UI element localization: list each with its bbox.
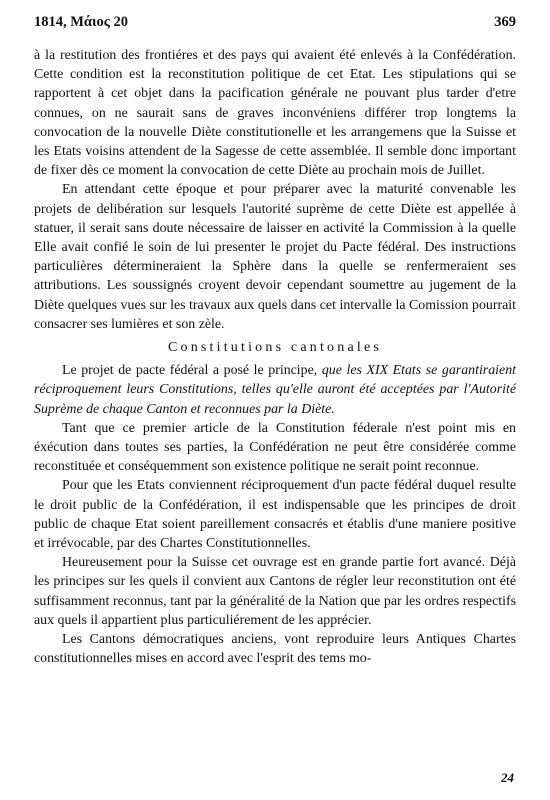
signature-mark: 24	[501, 770, 514, 785]
paragraph-intro: Le projet de pacte fédéral a posé le principe,	[62, 363, 322, 379]
header-date: 1814, Μάιος 20	[34, 14, 129, 30]
page-header	[34, 14, 516, 34]
paragraph: Les Cantons démocratiques anciens, vont reproduire leurs Antiques Chartes constitutionnelles mises en accord avec l'esprit des tems mo-	[34, 632, 516, 667]
paragraph: Tant que ce premier article de la Constitution féderale n'est point mis en éxécution dans toutes ses parties, la Confédération ne peut être considérée comme reconstituée et conséquemment son existence politique ne serait point reconnue.	[34, 420, 516, 475]
section-title: Constitutions cantonales	[167, 340, 383, 356]
paragraph: Heureusement pour la Suisse cet ouvrage est en grande partie fort avancé. Déjà les principes sur les quels il convient aux Cantons de régler leur reconstitution ont été suffisamment reconnus, tant par la généralité de la Nation que par les ordres respectifs aux quels il appartient plus particuliérement de les apprécier.	[34, 555, 516, 628]
paragraph: à la restitution des frontiéres et des pays qui avaient été enlevés à la Confédération. Cette condition est la reconstitution politique de cet Etat. Les stipulations qui se rapportent à cet objet dans la pacification générale ne pouvant plus tarder d'etre connues, on ne saurait sans de graves inconvéniens différer trop longtems la convocation de la nouvelle Diète constitutionelle et les arrangemens que la Suisse et les Etats voisins attendent de la Sagesse de cette assemblée. Il semble donc important de fixer dès ce moment la convocation de cette Diète au prochain mois de Juillet.	[34, 48, 516, 179]
paragraph: Pour que les Etats conviennent réciproquement d'un pacte fédéral duquel resulte le droit public de la Confédération, il est indispensable que les principes de droit public de chaque Etat soient pareillement consacrés et établis d'une maniere positive et irrévocable, par des Chartes Constitutionnelles.	[34, 478, 516, 552]
paragraph: En attendant cette époque et pour préparer avec la maturité convenable les projets de delibération sur lesquels l'autorité suprème de cette Diète est appellée à statuer, il serait sans doute nécessaire de laisser en activité la Commission à la quelle Elle avait confié le soin de lui presenter le projet du Pacte fédéral. Des instructions particulières détermineraient la Sphère dans la quelle se renfermeraient ses attributions. Les soussignés croyent devoir cependant soumettre au jugement de la Diète quelques vues sur les travaux aux quels dans cet intervalle la Comission pourrait consacrer ses lumières et son zèle.	[34, 182, 516, 332]
quoted-principle: que les XIX Etats se garantiraient réciproquement leurs Constitutions, telles qu'elle auront été acceptées par l'Autorité Suprème de chaque Canton et reconnues par la Diète.	[34, 363, 516, 417]
page-body	[34, 46, 516, 669]
page-number: 369	[494, 14, 516, 30]
paragraph	[34, 361, 516, 419]
